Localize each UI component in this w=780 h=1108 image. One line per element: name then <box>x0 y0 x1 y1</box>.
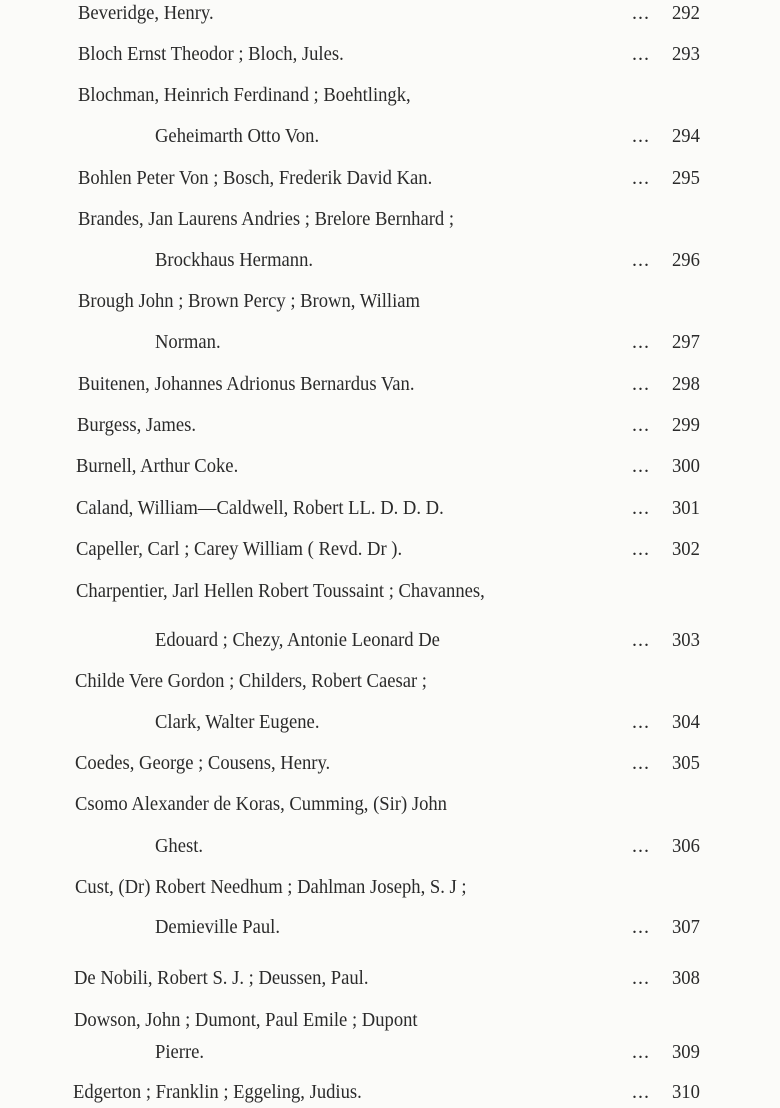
entry-name: Edgerton ; Franklin ; Eggeling, Judius. <box>73 1081 362 1103</box>
entry-name: Brough John ; Brown Percy ; Brown, William <box>78 290 420 312</box>
dot-leader: ... <box>632 967 650 989</box>
dot-leader: ... <box>632 414 650 436</box>
dot-leader: ... <box>632 373 650 395</box>
dot-leader: ... <box>632 331 650 353</box>
page-number: 301 <box>672 497 700 519</box>
page-number: 300 <box>672 455 700 477</box>
dot-leader: ... <box>632 1081 650 1103</box>
entry-name-continuation: Edouard ; Chezy, Antonie Leonard De <box>155 629 440 651</box>
page-number: 292 <box>672 2 700 24</box>
entry-name-continuation: Demieville Paul. <box>155 916 281 938</box>
dot-leader: ... <box>632 835 650 857</box>
page-number: 306 <box>672 835 700 857</box>
entry-name: Burnell, Arthur Coke. <box>76 455 239 477</box>
entry-name: Charpentier, Jarl Hellen Robert Toussaint ; Chavannes, <box>76 580 485 602</box>
entry-name: Coedes, George ; Cousens, Henry. <box>75 752 331 774</box>
dot-leader: ... <box>632 1041 650 1063</box>
page-number: 304 <box>672 711 700 733</box>
page-number: 305 <box>672 752 700 774</box>
entry-name: Childe Vere Gordon ; Childers, Robert Caesar ; <box>75 670 427 692</box>
entry-name-continuation: Brockhaus Hermann. <box>155 249 314 271</box>
dot-leader: ... <box>632 249 650 271</box>
dot-leader: ... <box>632 43 650 65</box>
page-number: 296 <box>672 249 700 271</box>
entry-name-continuation: Pierre. <box>155 1041 205 1063</box>
page-number: 295 <box>672 167 700 189</box>
entry-name: Cust, (Dr) Robert Needhum ; Dahlman Joseph, S. J ; <box>75 876 467 898</box>
entry-name: Capeller, Carl ; Carey William ( Revd. Dr ). <box>76 538 403 560</box>
dot-leader: ... <box>632 497 650 519</box>
entry-name: Bloch Ernst Theodor ; Bloch, Jules. <box>78 43 344 65</box>
entry-name-continuation: Norman. <box>155 331 221 353</box>
dot-leader: ... <box>632 711 650 733</box>
entry-name: De Nobili, Robert S. J. ; Deussen, Paul. <box>74 967 369 989</box>
entry-name: Csomo Alexander de Koras, Cumming, (Sir) John <box>75 793 447 815</box>
entry-name-continuation: Geheimarth Otto Von. <box>155 125 320 147</box>
page-number: 297 <box>672 331 700 353</box>
dot-leader: ... <box>632 752 650 774</box>
page-number: 308 <box>672 967 700 989</box>
entry-name: Caland, William—Caldwell, Robert LL. D. D. D. <box>76 497 444 519</box>
page-number: 302 <box>672 538 700 560</box>
dot-leader: ... <box>632 125 650 147</box>
page-number: 299 <box>672 414 700 436</box>
page-number: 307 <box>672 916 700 938</box>
entry-name: Blochman, Heinrich Ferdinand ; Boehtlingk, <box>78 84 411 106</box>
dot-leader: ... <box>632 916 650 938</box>
page-number: 298 <box>672 373 700 395</box>
entry-name: Burgess, James. <box>77 414 197 436</box>
page-number: 303 <box>672 629 700 651</box>
entry-name: Brandes, Jan Laurens Andries ; Brelore Bernhard ; <box>78 208 455 230</box>
entry-name: Beveridge, Henry. <box>78 2 214 24</box>
page-number: 309 <box>672 1041 700 1063</box>
entry-name: Buitenen, Johannes Adrionus Bernardus Van. <box>78 373 415 395</box>
dot-leader: ... <box>632 2 650 24</box>
entry-name-continuation: Clark, Walter Eugene. <box>155 711 320 733</box>
page-number: 293 <box>672 43 700 65</box>
page-number: 310 <box>672 1081 700 1103</box>
dot-leader: ... <box>632 629 650 651</box>
entry-name: Bohlen Peter Von ; Bosch, Frederik David Kan. <box>78 167 433 189</box>
entry-name-continuation: Ghest. <box>155 835 204 857</box>
dot-leader: ... <box>632 538 650 560</box>
dot-leader: ... <box>632 455 650 477</box>
entry-name: Dowson, John ; Dumont, Paul Emile ; Dupont <box>74 1009 418 1031</box>
page-number: 294 <box>672 125 700 147</box>
dot-leader: ... <box>632 167 650 189</box>
